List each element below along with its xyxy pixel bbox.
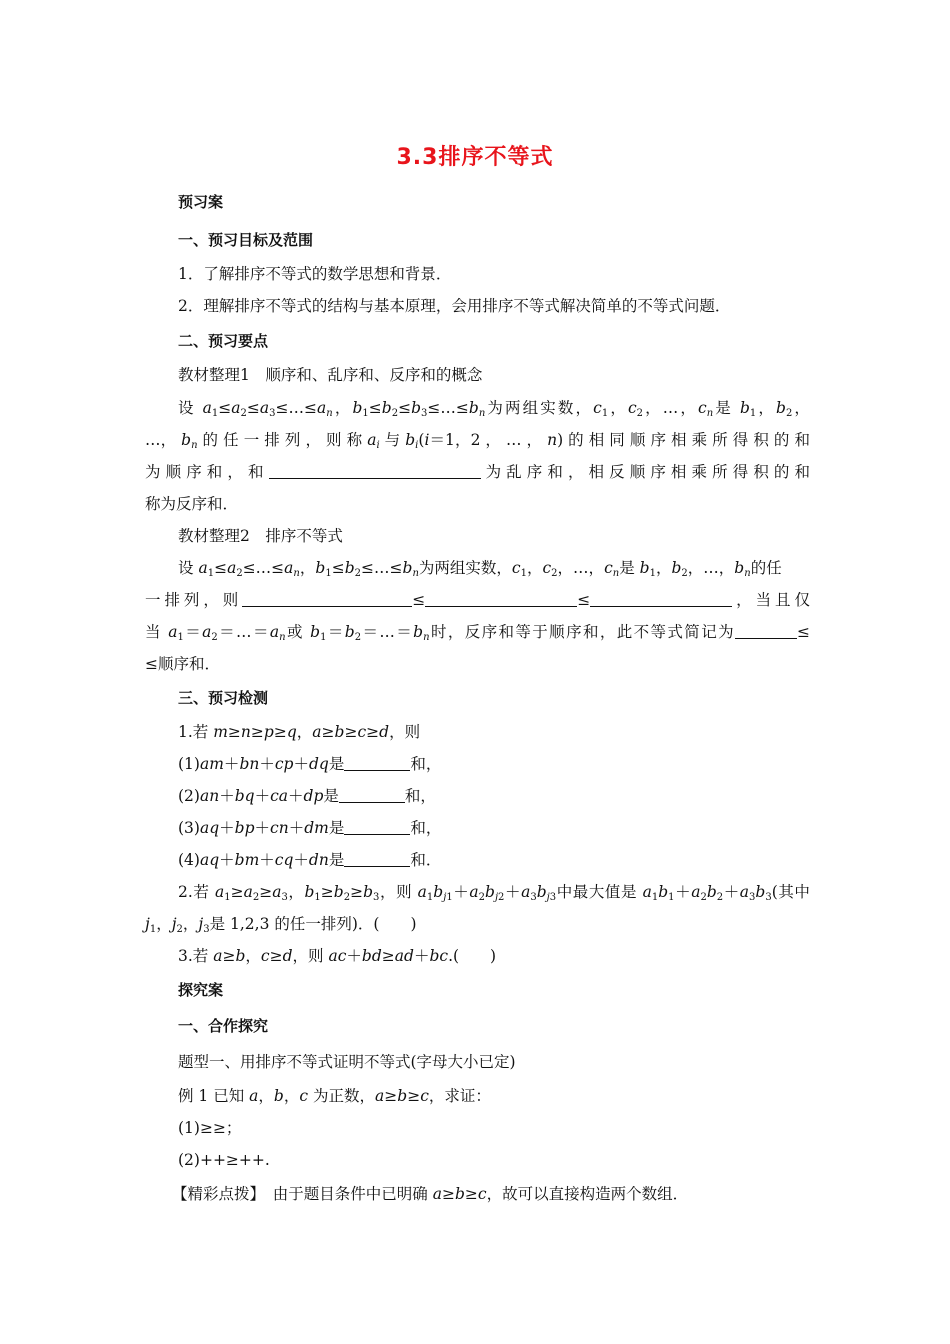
question-1: 1.若 m≥n≥p≥q，a≥b≥c≥d，则 — [178, 723, 421, 741]
fill-blank[interactable] — [344, 819, 410, 835]
paragraph-line: 当 $a_1=a_2=\dots=a_n$或 $b_1=b_2=\dots=b_n$时，反序和等于顺序和，此不等式简记为 ≤ — [145, 623, 810, 643]
question-1-part: (3)aq＋bp＋cn＋dm是 和， — [178, 819, 442, 837]
fill-blank[interactable] — [339, 787, 405, 803]
section-heading-cooperate: 一、合作探究 — [178, 1017, 269, 1035]
material-heading-1: 教材整理1 顺序和、乱序和、反序和的概念 — [178, 366, 483, 384]
fill-blank[interactable] — [590, 591, 732, 607]
paragraph-line: 设 $a_1\le a_2\le a_3\le\dots\le a_n$，$b_1\le b_2\le b_3\le\dots\le b_n$为两组实数，$c_1$，$c_2$，…，$c_n$是 $b_1$，$b_2$， — [178, 399, 810, 419]
fill-blank[interactable] — [344, 851, 410, 867]
section-heading-goals: 一、预习目标及范围 — [178, 231, 314, 249]
paragraph-line: ≤顺序和． — [145, 655, 220, 673]
fill-blank[interactable] — [269, 463, 481, 479]
question-2-cont: $j_1$，$j_2$，$j_3$是 1,2,3 的任一排列)．( ) — [145, 915, 417, 935]
fill-blank[interactable] — [425, 591, 577, 607]
preview-heading: 预习案 — [178, 193, 224, 211]
problem-type-1: 题型一、用排序不等式证明不等式(字母大小已定) — [178, 1053, 516, 1071]
goal-item-2: 2．理解排序不等式的结构与基本原理，会用排序不等式解决简单的不等式问题． — [178, 297, 731, 315]
paragraph-line: 设 $a_1\le a_2\le\dots\le a_n$，$b_1\le b_2\le\dots\le b_n$为两组实数，$c_1$，$c_2$，…，$c_n$是 $b_1$，$b_2$，…，$b_n$的任 — [178, 559, 782, 579]
example-1: 例 1 已知 a，b，c 为正数，a≥b≥c，求证： — [178, 1087, 491, 1105]
tip-line: 【精彩点拨】 由于题目条件中已明确 a≥b≥c，故可以直接构造两个数组． — [172, 1185, 689, 1203]
section-heading-points: 二、预习要点 — [178, 332, 269, 350]
question-1-part: (2)an＋bq＋ca＋dp是 和， — [178, 787, 436, 805]
section-heading-check: 三、预习检测 — [178, 689, 269, 707]
fill-blank[interactable] — [344, 755, 410, 771]
page-title: 3.3排序不等式 — [396, 145, 554, 170]
material-heading-2: 教材整理2 排序不等式 — [178, 527, 343, 545]
explore-heading: 探究案 — [178, 981, 224, 999]
paragraph-line: 为 顺 序 和 ， 和 为 乱 序 和 ， 相 反 顺 序 相 乘 所 得 积 的 和 — [145, 463, 811, 481]
example-1-part-2: (2)++≥++. — [178, 1151, 270, 1169]
paragraph-line: 称为反序和． — [145, 495, 239, 513]
tip-label: 【精彩点拨】 — [172, 1185, 258, 1203]
fill-blank[interactable] — [242, 591, 412, 607]
paragraph-line: …， $b_n$ 的 任 一 排 列 ， 则 称 $a_i$ 与 $b_i(i=1$，2 ， … ， n) 的 相 同 顺 序 相 乘 所 得 积 的 和 — [145, 431, 811, 451]
question-2: 2.若 $a_1\ge a_2\ge a_3$，$b_1\ge b_2\ge b_3$，则 $a_1b_{j1}+a_2b_{j2}+a_3b_{j3}$中最大值是 $a_1b_1+a_2b_2+a_3b_3$(其中 — [178, 883, 810, 903]
goal-item-1: 1．了解排序不等式的数学思想和背景． — [178, 265, 452, 283]
example-1-part-1: (1)≥≥； — [178, 1119, 242, 1137]
tip-text: 由于题目条件中已明确 — [272, 1185, 428, 1203]
question-1-part: (1)am＋bn＋cp＋dq是 和， — [178, 755, 442, 773]
fill-blank[interactable] — [735, 623, 797, 639]
question-1-part: (4)aq＋bm＋cq＋dn是 和． — [178, 851, 442, 869]
paragraph-line: 一排列，则 ≤ ≤ ，当且仅 — [145, 591, 810, 609]
question-3: 3.若 a≥b，c≥d，则 ac＋bd≥ad＋bc.( ) — [178, 947, 497, 965]
